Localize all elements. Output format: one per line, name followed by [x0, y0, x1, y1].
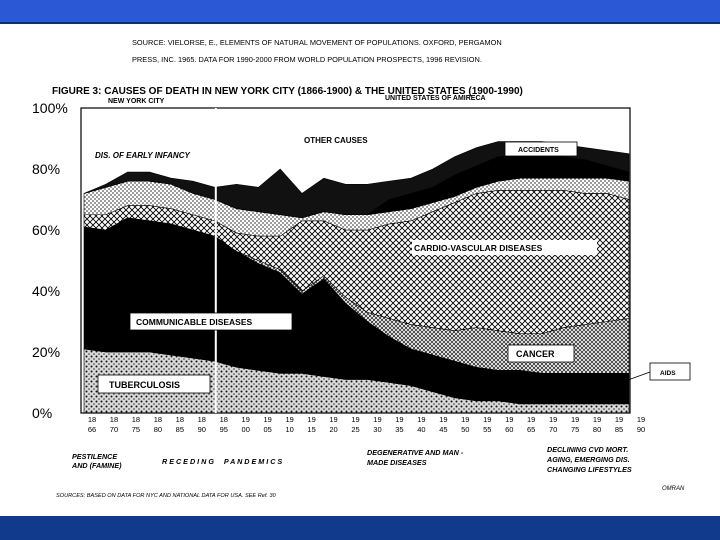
x-tick-label: 19 [527, 415, 536, 424]
era-receding: R E C E D I N G P A N D E M I C S [162, 457, 283, 466]
subtitle-usa: UNITED STATES OF AMIRECA [385, 95, 486, 102]
x-tick-label: 00 [241, 425, 250, 434]
x-tick-label: 80 [592, 425, 602, 434]
x-tick-label: 05 [263, 425, 272, 434]
x-tick-label: 19 [548, 415, 558, 424]
era-degenerative-2: MADE DISEASES [367, 458, 427, 467]
x-tick-label: 15 [307, 425, 316, 434]
x-tick-label: 18 [219, 415, 228, 424]
y-tick-label: 80% [32, 161, 61, 177]
x-tick-label: 80 [153, 425, 163, 434]
x-tick-label: 19 [285, 415, 294, 424]
y-tick-label: 100% [32, 100, 68, 116]
label-accidents: ACCIDENTS [518, 147, 559, 154]
x-tick-label: 50 [461, 425, 470, 434]
x-tick-label: 18 [131, 415, 141, 424]
x-tick-label: 75 [131, 425, 141, 434]
x-tick-label: 19 [570, 415, 580, 424]
x-tick-label: 35 [395, 425, 404, 434]
y-axis-ticks [32, 100, 68, 421]
footer-sources: SOURCES: BASED ON DATA FOR NYC AND NATIONAL DATA FOR USA. SEE Ref. 30 [56, 493, 276, 499]
y-tick-label: 60% [32, 222, 61, 238]
era-declining-3: CHANGING LIFESTYLES [547, 465, 632, 474]
x-tick-label: 19 [395, 415, 404, 424]
x-tick-label: 70 [548, 425, 558, 434]
x-tick-label: 45 [439, 425, 448, 434]
label-tb: TUBERCULOSIS [109, 380, 181, 390]
y-tick-label: 40% [32, 283, 61, 299]
x-tick-label: 18 [197, 415, 206, 424]
x-tick-label: 19 [614, 415, 624, 424]
x-tick-label: 19 [592, 415, 602, 424]
x-tick-label: 18 [175, 415, 185, 424]
x-tick-label: 90 [197, 425, 206, 434]
subtitle-nyc: NEW YORK CITY [108, 98, 165, 105]
x-tick-label: 19 [505, 415, 514, 424]
label-cardio: CARDIO-VASCULAR DISEASES [414, 243, 543, 253]
x-tick-label: 19 [351, 415, 360, 424]
label-other-causes: OTHER CAUSES [304, 136, 368, 145]
x-axis-ticks [88, 415, 645, 434]
x-tick-label: 85 [175, 425, 185, 434]
y-tick-label: 20% [32, 344, 61, 360]
x-tick-label: 10 [285, 425, 294, 434]
x-tick-label: 25 [351, 425, 360, 434]
x-tick-label: 95 [219, 425, 228, 434]
x-tick-label: 19 [329, 415, 338, 424]
x-tick-label: 19 [417, 415, 426, 424]
x-tick-label: 70 [109, 425, 119, 434]
y-tick-label: 0% [32, 405, 53, 421]
x-tick-label: 19 [373, 415, 382, 424]
x-tick-label: 65 [527, 425, 536, 434]
x-tick-label: 19 [439, 415, 448, 424]
label-aids: AIDS [660, 370, 676, 377]
x-tick-label: 19 [307, 415, 316, 424]
label-cancer: CANCER [516, 349, 555, 359]
x-tick-label: 90 [636, 425, 646, 434]
label-early-infancy: DIS. OF EARLY INFANCY [95, 151, 190, 160]
x-tick-label: 18 [109, 415, 119, 424]
x-tick-label: 18 [153, 415, 163, 424]
x-tick-label: 30 [373, 425, 382, 434]
x-tick-label: 19 [263, 415, 272, 424]
x-tick-label: 60 [505, 425, 514, 434]
footer-credit: OMRAN [662, 486, 685, 492]
x-tick-label: 19 [241, 415, 250, 424]
era-pestilence-1: PESTILENCE [72, 452, 118, 461]
x-tick-label: 40 [417, 425, 426, 434]
area-layers [84, 142, 629, 413]
x-tick-label: 75 [570, 425, 580, 434]
x-tick-label: 19 [483, 415, 492, 424]
x-tick-label: 19 [461, 415, 470, 424]
source-line-2: PRESS, INC. 1965. DATA FOR 1990-2000 FROM WORLD POPULATION PROSPECTS, 1996 REVISION. [132, 55, 482, 64]
x-tick-label: 66 [87, 425, 97, 434]
x-tick-label: 20 [329, 425, 338, 434]
source-line-1: SOURCE: VIELORSE, E., ELEMENTS OF NATURAL MOVEMENT OF POPULATIONS. OXFORD, PERGAMON [132, 38, 502, 47]
era-declining-2: AGING, EMERGING DIS. [547, 455, 630, 464]
era-pestilence-2: AND (FAMINE) [72, 461, 122, 470]
x-tick-label: 18 [87, 415, 97, 424]
x-tick-label: 55 [483, 425, 492, 434]
aids-pointer [628, 372, 650, 380]
era-degenerative-1: DEGENERATIVE AND MAN - [367, 448, 464, 457]
label-communicable: COMMUNICABLE DISEASES [136, 317, 253, 327]
chart-title: FIGURE 3: CAUSES OF DEATH IN NEW YORK CITY (1866-1900) & THE UNITED STATES (1900-1990) [52, 86, 523, 97]
era-declining-1: DECLINING CVD MORT. [547, 445, 629, 454]
x-tick-label: 19 [636, 415, 646, 424]
x-tick-label: 85 [614, 425, 624, 434]
